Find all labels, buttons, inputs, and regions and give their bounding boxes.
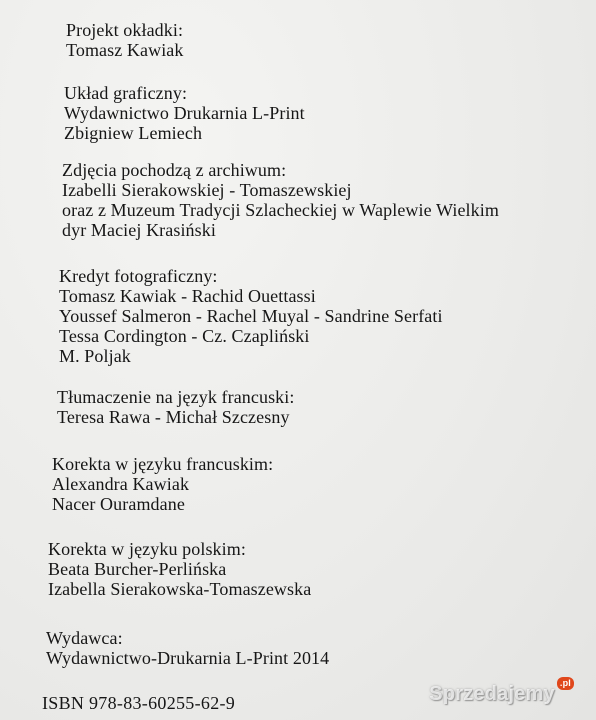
watermark-badge: .pl <box>557 677 574 690</box>
layout-line-1: Wydawnictwo Drukarnia L-Print <box>64 103 305 123</box>
proofreading-french-heading: Korekta w języku francuskim: <box>52 454 274 474</box>
photo-credit <box>59 266 443 366</box>
proofreading-polish-heading: Korekta w języku polskim: <box>48 539 246 559</box>
layout-line-2: Zbigniew Lemiech <box>64 123 203 143</box>
cover-designer-name: Tomasz Kawiak <box>66 40 184 60</box>
isbn-number: ISBN 978-83-60255-62-9 <box>42 693 236 713</box>
photo-credit-line-1: Tomasz Kawiak - Rachid Ouettassi <box>59 286 316 306</box>
photo-credit-heading: Kredyt fotograficzny: <box>59 266 218 286</box>
proofreading-french-line-2: Nacer Ouramdane <box>52 494 185 514</box>
proofreading-french-credit <box>52 454 273 514</box>
proofreading-polish-line-2: Izabella Sierakowska-Tomaszewska <box>48 579 312 599</box>
cover-design-heading: Projekt okładki: <box>66 20 184 40</box>
photo-credit-line-4: M. Poljak <box>59 346 131 366</box>
publisher-heading: Wydawca: <box>46 628 123 648</box>
layout-credit <box>64 83 305 143</box>
watermark-text: Sprzedajemy <box>429 683 555 705</box>
photo-archive-credit <box>62 160 499 240</box>
photo-archive-line-3: dyr Maciej Krasiński <box>62 220 216 240</box>
proofreading-french-line-1: Alexandra Kawiak <box>52 474 190 494</box>
photo-archive-heading: Zdjęcia pochodzą z archiwum: <box>62 160 287 180</box>
layout-heading: Układ graficzny: <box>64 83 188 103</box>
photo-credit-line-2: Youssef Salmeron - Rachel Muyal - Sandrine Serfati <box>59 306 443 326</box>
photo-archive-line-1: Izabelli Sierakowskiej - Tomaszewskiej <box>62 180 352 200</box>
translation-line-1: Teresa Rawa - Michał Szczesny <box>57 407 290 427</box>
translation-heading: Tłumaczenie na język francuski: <box>57 387 295 407</box>
sprzedajemy-watermark <box>429 678 574 706</box>
photo-credit-line-3: Tessa Cordington - Cz. Czapliński <box>59 326 310 346</box>
publisher-line-1: Wydawnictwo-Drukarnia L-Print 2014 <box>46 648 330 668</box>
translation-credit <box>57 387 295 427</box>
photo-archive-line-2: oraz z Muzeum Tradycji Szlacheckiej w Waplewie Wielkim <box>62 200 499 220</box>
proofreading-polish-credit <box>48 539 311 599</box>
cover-design-credit <box>66 20 184 60</box>
proofreading-polish-line-1: Beata Burcher-Perlińska <box>48 559 227 579</box>
publisher-credit <box>46 628 329 668</box>
